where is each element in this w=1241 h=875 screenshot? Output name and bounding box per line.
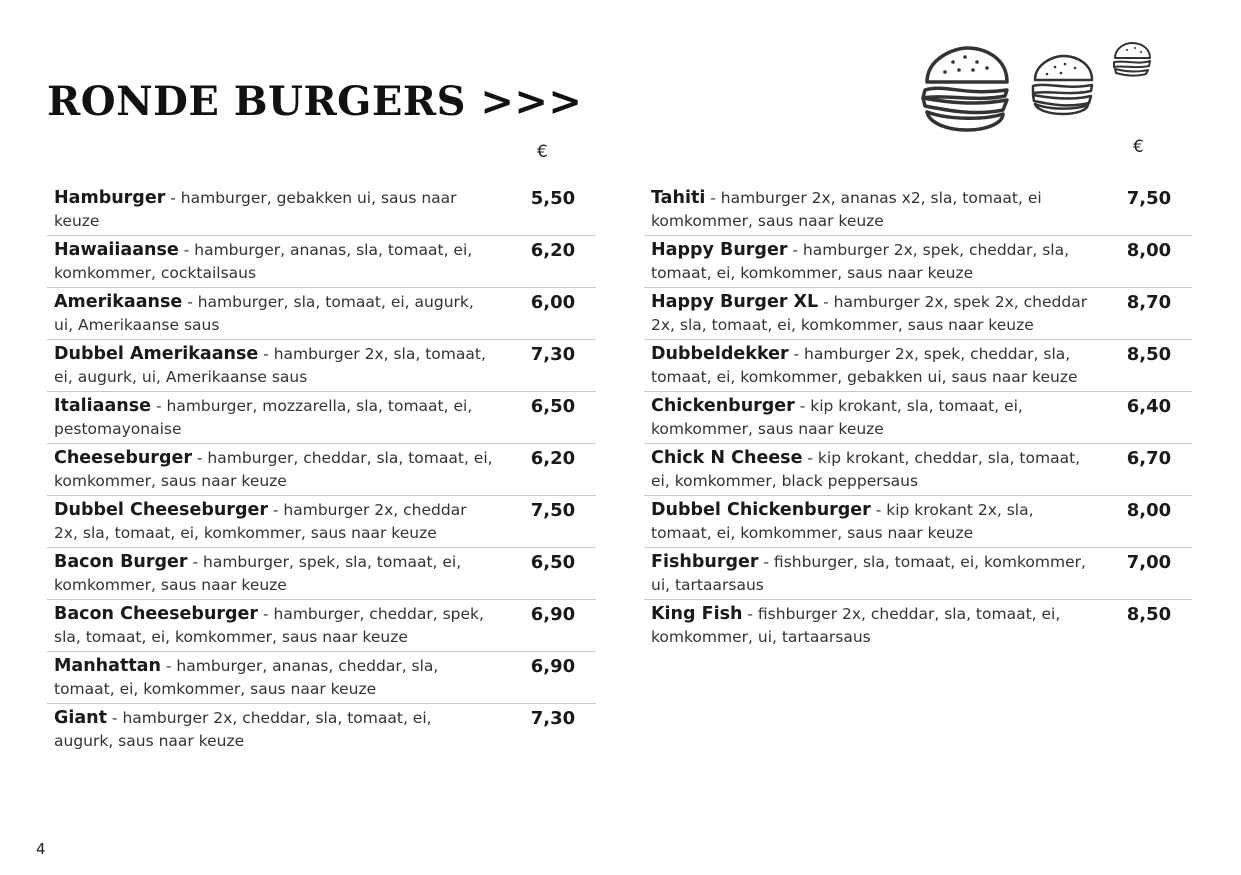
menu-item-name: Cheeseburger xyxy=(54,448,192,468)
menu-item-description: - hamburger, ananas, sla, tomaat, ei, komkommer, cocktailsaus xyxy=(54,241,473,282)
burger-icon-large xyxy=(923,48,1007,130)
menu-item xyxy=(47,652,596,704)
menu-item-text xyxy=(54,707,494,753)
menu-item-text xyxy=(54,603,494,649)
menu-item-name: Amerikaanse xyxy=(54,292,183,312)
menu-item xyxy=(47,236,596,288)
menu-item-text xyxy=(651,551,1091,597)
menu-item-description: - kip krokant, cheddar, sla, tomaat, ei, komkommer, black peppersaus xyxy=(651,449,1081,490)
menu-item-description: - fishburger 2x, cheddar, sla, tomaat, ei, komkommer, ui, tartaarsaus xyxy=(651,605,1061,646)
menu-item-description: - hamburger, gebakken ui, saus naar keuze xyxy=(54,189,457,230)
menu-item-description: - hamburger, cheddar, spek, sla, tomaat, ei, komkommer, saus naar keuze xyxy=(54,605,484,646)
menu-item-description: - hamburger 2x, spek, cheddar, sla, tomaat, ei, komkommer, saus naar keuze xyxy=(651,241,1070,282)
menu-item-name: Bacon Burger xyxy=(54,552,188,572)
menu-item-price: 6,70 xyxy=(1126,448,1172,469)
menu-item-name: King Fish xyxy=(651,604,743,624)
menu-item-text xyxy=(651,343,1091,389)
menu-item-price: 7,50 xyxy=(530,500,576,521)
menu-item-description: - hamburger 2x, ananas x2, sla, tomaat, ei komkommer, saus naar keuze xyxy=(651,189,1042,230)
menu-item xyxy=(644,548,1192,600)
menu-item-text xyxy=(54,187,494,233)
menu-item-text xyxy=(54,655,494,701)
menu-item-description: - hamburger 2x, cheddar, sla, tomaat, ei, augurk, saus naar keuze xyxy=(54,709,432,750)
menu-item-text xyxy=(54,447,494,493)
menu-item xyxy=(644,496,1192,548)
menu-item xyxy=(644,288,1192,340)
menu-item xyxy=(47,340,596,392)
menu-item-price: 6,90 xyxy=(530,604,576,625)
menu-item-text xyxy=(54,291,494,337)
menu-item-name: Hamburger xyxy=(54,188,166,208)
menu-item-price: 7,50 xyxy=(1126,188,1172,209)
menu-item xyxy=(47,288,596,340)
menu-item-text xyxy=(54,499,494,545)
menu-item xyxy=(47,600,596,652)
menu-item-name: Happy Burger XL xyxy=(651,292,819,312)
menu-item xyxy=(644,340,1192,392)
menu-item-description: - hamburger, mozzarella, sla, tomaat, ei, pestomayonaise xyxy=(54,397,473,438)
menu-item xyxy=(47,496,596,548)
menu-item-text xyxy=(651,603,1091,649)
menu-item-price: 7,30 xyxy=(530,344,576,365)
menu-item xyxy=(47,548,596,600)
menu-item-name: Tahiti xyxy=(651,188,706,208)
menu-item-name: Chick N Cheese xyxy=(651,448,803,468)
currency-header-right: € xyxy=(1133,137,1144,157)
menu-item-name: Fishburger xyxy=(651,552,759,572)
menu-item-name: Manhattan xyxy=(54,656,161,676)
menu-item xyxy=(644,600,1192,651)
burger-icon-small xyxy=(1114,43,1150,76)
currency-header-left: € xyxy=(537,142,548,162)
menu-item-description: - hamburger, ananas, cheddar, sla, tomaat, ei, komkommer, saus naar keuze xyxy=(54,657,439,698)
menu-item-description: - fishburger, sla, tomaat, ei, komkommer, ui, tartaarsaus xyxy=(651,553,1086,594)
menu-item-text xyxy=(651,447,1091,493)
menu-item-name: Bacon Cheeseburger xyxy=(54,604,259,624)
menu-item-text xyxy=(54,395,494,441)
menu-item-price: 6,20 xyxy=(530,448,576,469)
menu-item-description: - hamburger 2x, spek, cheddar, sla, tomaat, ei, komkommer, gebakken ui, saus naar keuze xyxy=(651,345,1078,386)
menu-item-text xyxy=(651,395,1091,441)
menu-item-name: Dubbel Cheeseburger xyxy=(54,500,268,520)
menu-item-price: 8,50 xyxy=(1126,604,1172,625)
menu-item-price: 8,50 xyxy=(1126,344,1172,365)
menu-item-price: 8,00 xyxy=(1126,500,1172,521)
menu-item-name: Giant xyxy=(54,708,107,728)
menu-item-description: - hamburger 2x, cheddar 2x, sla, tomaat, ei, komkommer, saus naar keuze xyxy=(54,501,467,542)
menu-item-price: 8,00 xyxy=(1126,240,1172,261)
menu-item-price: 7,00 xyxy=(1126,552,1172,573)
menu-item xyxy=(644,444,1192,496)
page-number: 4 xyxy=(36,840,46,858)
menu-item-text xyxy=(651,499,1091,545)
burger-icon-medium xyxy=(1033,56,1092,114)
menu-item xyxy=(47,392,596,444)
page-title: RONDE BURGERS >>> xyxy=(47,78,583,125)
menu-item-description: - hamburger, cheddar, sla, tomaat, ei, komkommer, saus naar keuze xyxy=(54,449,493,490)
menu-item-name: Dubbel Chickenburger xyxy=(651,500,871,520)
menu-item-description: - hamburger, spek, sla, tomaat, ei, komkommer, saus naar keuze xyxy=(54,553,462,594)
menu-item-text xyxy=(651,187,1091,233)
menu-item-description: - kip krokant 2x, sla, tomaat, ei, komkommer, saus naar keuze xyxy=(651,501,1034,542)
menu-item-price: 6,40 xyxy=(1126,396,1172,417)
menu-column-left xyxy=(47,184,596,755)
menu-item-text xyxy=(651,291,1091,337)
menu-item-description: - hamburger, sla, tomaat, ei, augurk, ui, Amerikaanse saus xyxy=(54,293,474,334)
menu-item-price: 8,70 xyxy=(1126,292,1172,313)
menu-item-description: - hamburger 2x, sla, tomaat, ei, augurk, ui, Amerikaanse saus xyxy=(54,345,486,386)
menu-item xyxy=(47,444,596,496)
menu-item xyxy=(47,704,596,755)
menu-item-description: - kip krokant, sla, tomaat, ei, komkommer, saus naar keuze xyxy=(651,397,1023,438)
menu-item-name: Chickenburger xyxy=(651,396,795,416)
menu-item-text xyxy=(54,343,494,389)
menu-column-right xyxy=(644,184,1192,651)
menu-item-name: Happy Burger xyxy=(651,240,788,260)
menu-item-name: Hawaiiaanse xyxy=(54,240,179,260)
menu-item-name: Dubbel Amerikaanse xyxy=(54,344,259,364)
menu-item-text xyxy=(651,239,1091,285)
menu-item-price: 6,90 xyxy=(530,656,576,677)
menu-item-price: 6,50 xyxy=(530,552,576,573)
menu-item xyxy=(644,236,1192,288)
menu-item xyxy=(47,184,596,236)
menu-item-name: Dubbeldekker xyxy=(651,344,789,364)
menu-item-text xyxy=(54,239,494,285)
menu-item-name: Italiaanse xyxy=(54,396,152,416)
menu-item xyxy=(644,184,1192,236)
menu-item-price: 5,50 xyxy=(530,188,576,209)
menu-item-text xyxy=(54,551,494,597)
menu-item-description: - hamburger 2x, spek 2x, cheddar 2x, sla, tomaat, ei, komkommer, saus naar keuze xyxy=(651,293,1088,334)
menu-item xyxy=(644,392,1192,444)
menu-item-price: 7,30 xyxy=(530,708,576,729)
menu-item-price: 6,50 xyxy=(530,396,576,417)
menu-item-price: 6,20 xyxy=(530,240,576,261)
menu-item-price: 6,00 xyxy=(530,292,576,313)
burger-illustrations xyxy=(915,40,1160,139)
